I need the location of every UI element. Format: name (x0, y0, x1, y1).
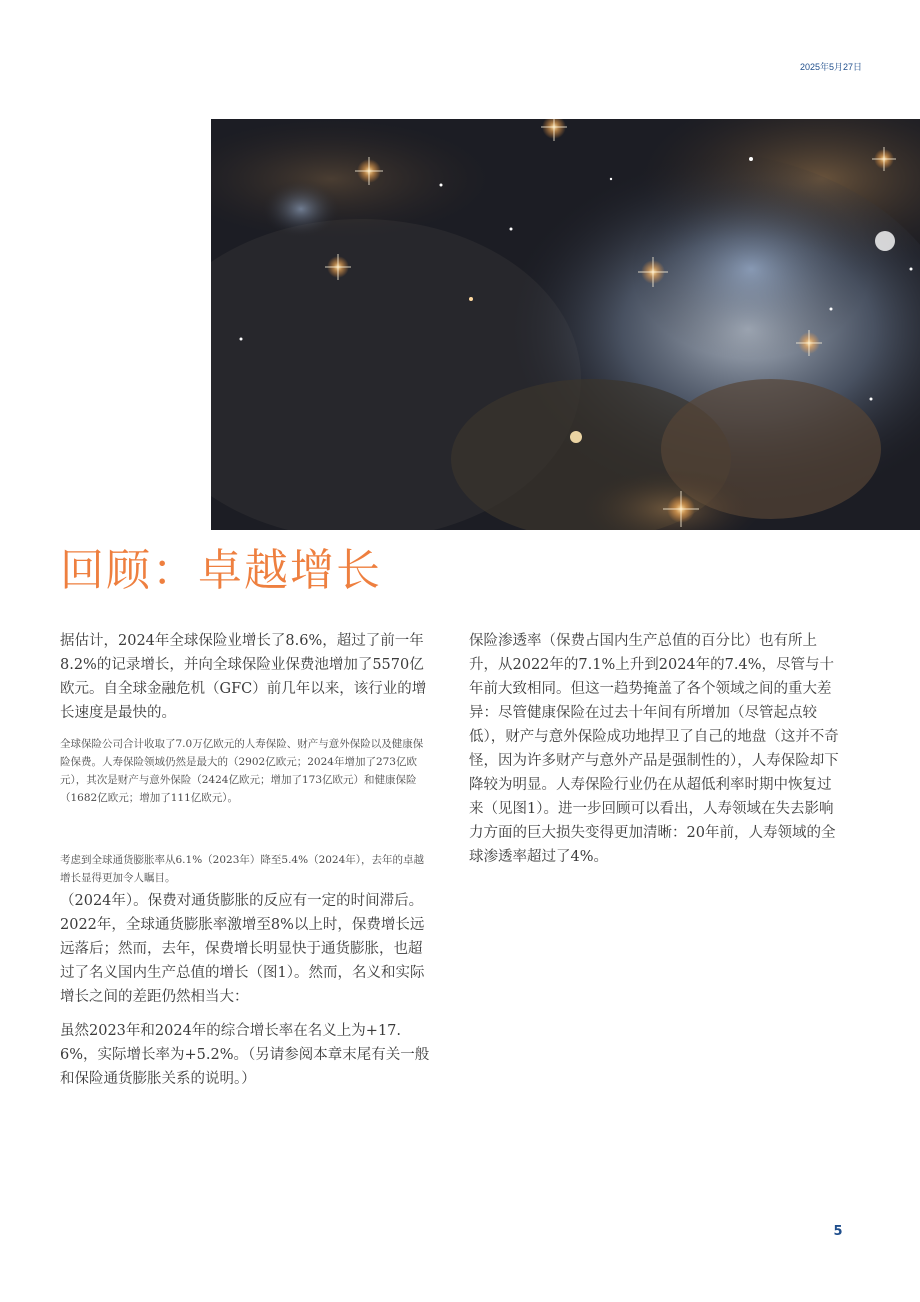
report-date: 2025年5月27日 (799, 62, 862, 72)
paragraph-growth-estimate: 据估计，2024年全球保险业增长了8.6%，超过了前一年8.2%的记录增长，并向全球保险业保费池增加了5570亿欧元。自全球金融危机（GFC）前几年以来，该行业的增长速度是最快的。 (60, 633, 427, 721)
right-column (469, 629, 841, 869)
paragraph-penetration: 保险渗透率（保费占国内生产总值的百分比）也有所上升，从2022年的7.1%上升到2024年的7.4%，尽管与十年前大致相同。但这一趋势掩盖了各个领域之间的重大差异：尽管健康保险在过去十年间有所增加（尽管起点较低），财产与意外保险成功地捍卫了自己的地盘（这并不奇怪，因为许多财产与意外产品是强制性的），人寿保险却下降较为明显。人寿保险行业仍在从超低利率时期中恢复过来（见图1）。进一步回顾可以看出，人寿领域在失去影响力方面的巨大损失变得更加清晰：20年前，人寿领域的全球渗透率超过了4%。 (469, 633, 839, 865)
page-number: 5 (833, 1224, 843, 1239)
section-title: 回顾：卓越增长 (60, 545, 382, 596)
paragraph-real-growth: 虽然2023年和2024年的综合增长率在名义上为+17.6%，实际增长率为+5.2%。（另请参阅本章末尾有关一般和保险通货膨胀关系的说明。） (60, 1023, 430, 1087)
note-inflation: 考虑到全球通货膨胀率从6.1%（2023年）降至5.4%（2024年），去年的卓越增长显得更加令人瞩目。 (60, 854, 425, 884)
nebula-photo-icon (211, 119, 920, 530)
nebula-image (211, 119, 920, 530)
note-premium-breakdown: 全球保险公司合计收取了7.0万亿欧元的人寿保险、财产与意外保险以及健康保险保费。人寿保险领域仍然是最大的（2902亿欧元；2024年增加了273亿欧元），其次是财产与意外保险（2424亿欧元；增加了173亿欧元）和健康保险（1682亿欧元；增加了111亿欧元）。 (60, 738, 424, 804)
paragraph-inflation-lag: （2024年）。保费对通货膨胀的反应有一定的时间滞后。2022年，全球通货膨胀率激增至8%以上时，保费增长远远落后；然而，去年，保费增长明显快于通货膨胀，也超过了名义国内生产总值的增长（图1）。然而，名义和实际增长之间的差距仍然相当大： (60, 893, 425, 1005)
left-column (60, 629, 432, 1091)
